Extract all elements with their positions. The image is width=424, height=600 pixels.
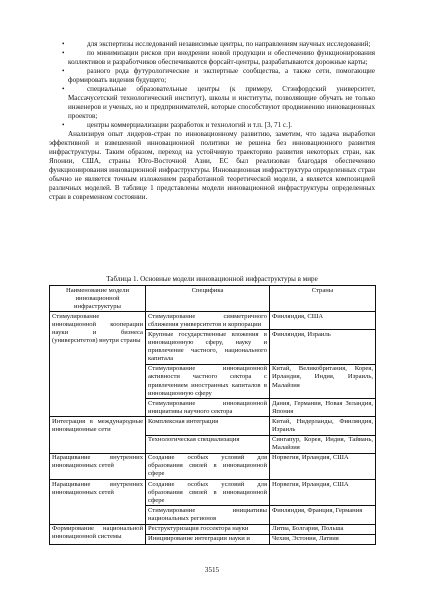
bullet-dot-icon: • [62,40,65,48]
cell-specifics: Инициирование интеграции науки и [146,534,270,544]
table-row [50,312,376,330]
cell-specifics: Стимулирование инновационной инициативы научного сектора [146,399,270,417]
bullet-dot-icon: • [62,85,65,93]
cell-countries: Финляндия, Израиль [270,330,376,364]
cell-specifics: Реструктуризация госсектора науки [146,524,270,534]
body-paragraph: Анализируя опыт лидеров-стран по инновационному развитию, заметим, что задача выработки эффективной и взвешенной инновационной политики не решена без инновационного развития инфраструктуры. Таким образом, переход на устойчивую траекторию развития некоторых стран, как Японии, США, страны Юго-Восточной Азии, ЕС был реализован благодаря обеспечению функционирования инновационной инфраструктуры. Инновационная инфраструктура определенных стран обычно не является точным изложением разработанной теоретической модели, а является композицией различных моделей. В таблице 1 представлены модели инновационной инфраструктуры определенных стран в современном состоянии. [49,130,375,201]
table-row [50,480,376,506]
bullet-text: по минимизации рисков при внедрении новой продукции и обеспечению функционирования коллективов и разработчиков обеспечиваются форсайт-центры, разрабатываются дорожные карты; [68,49,375,66]
cell-countries: Сингапур, Корея, Индия, Тайвань, Малайзия [270,435,376,453]
bullet-item [49,121,375,130]
cell-model: Формирование национальной инновационной системы [50,524,146,544]
cell-countries: Норвегия, Ирландия, США [270,453,376,479]
cell-specifics: Комплексная интеграция [146,417,270,435]
table-row [50,453,376,479]
cell-specifics: Крупные государственные вложения в инновационную сферу, науку и привлечение частного, национального капитала [146,330,270,364]
cell-countries: Норвегия, Ирландия, США [270,480,376,506]
cell-model: Стимулирование инновационной кооперации науки и бизнеса (университетов) внутри страны [50,312,146,417]
cell-specifics: Создание особых условий для образования связей в инновационной сфере [146,480,270,506]
cell-countries: Дания, Германия, Новая Зеландия, Япония [270,399,376,417]
cell-countries: Чехия, Эстония, Латвия [270,534,376,544]
header-countries: Страны [270,286,376,312]
bullet-dot-icon: • [62,49,65,57]
innovation-models-table [49,285,376,545]
bullet-item [49,85,375,121]
cell-specifics: Стимулирование инновационной активности частного сектора с привлечением иностранных капиталов в инновационную сферу [146,364,270,398]
cell-model: Наращивание внутренних инновационных сетей [50,453,146,479]
cell-model: Наращивание внутренних инновационных сетей [50,480,146,524]
cell-specifics: Стимулирование симметричного сближения университетов и корпорации [146,312,270,330]
bullet-item [49,40,375,49]
bullet-text: центры коммерциализации разработок и технологий и т.п. [3, 71 с.]. [87,121,292,129]
cell-countries: Китай, Нидерланды, Финляндия, Израиль [270,417,376,435]
cell-specifics: Создание особых условий для образования связей в инновационной сфере [146,453,270,479]
bullet-item [49,49,375,67]
bullet-text: разного рода футурологические и экспертные сообщества, а также сети, помогающие формировать видения будущего; [68,67,375,84]
cell-specifics: Технологическая специализация [146,435,270,453]
header-model: Наименование модели инновационной инфраструктуры [50,286,146,312]
cell-countries: Финляндия, США [270,312,376,330]
cell-countries: Китай, Великобритания, Корея, Ирландия, Индия, Израиль, Малайзия [270,364,376,398]
table-row [50,524,376,534]
cell-countries: Финляндия, Франция, Германия [270,506,376,524]
body-text [49,40,375,202]
bullet-text: для экспертизы исследований независимые центры, по направлениям научных исследований; [87,40,371,48]
cell-countries: Литва, Болгария, Польша [270,524,376,534]
cell-specifics: Стимулирование инициативы национальных регионов [146,506,270,524]
bullet-item [49,67,375,85]
cell-model: Интеграция в международные инновационные сети [50,417,146,453]
page-number: 3515 [204,566,220,574]
table-header-row [50,286,376,312]
table-row [50,417,376,435]
bullet-dot-icon: • [62,67,65,75]
table-caption: Таблица 1. Основные модели инновационной инфраструктуры в мире [106,275,318,283]
bullet-text: специальные образовательные центры (к примеру, Стэнфордский университет, Массачусетский технологический институт), школы и институты, позволяющие обучать не только инженеров и ученых, но и предпринимателей, которые способствуют продвижению инновационных проектов; [68,85,375,120]
bullet-dot-icon: • [62,121,65,129]
header-specifics: Специфика [146,286,270,312]
